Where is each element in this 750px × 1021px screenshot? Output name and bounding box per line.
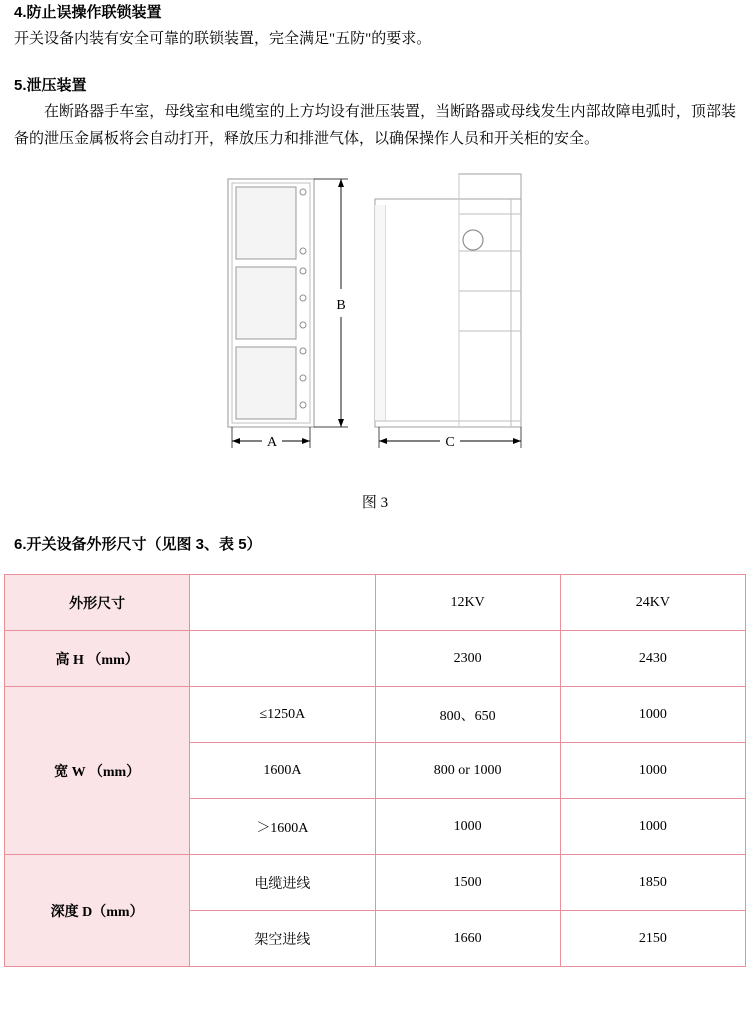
- figure-caption: 图 3: [361, 495, 389, 511]
- row-label: 高 H （mm）: [5, 631, 190, 687]
- dimension-label-a: A: [266, 435, 278, 450]
- row-label: 外形尺寸: [5, 575, 190, 631]
- cell-12kv: 1660: [375, 911, 560, 967]
- cell-12kv: 1000: [375, 799, 560, 855]
- row-sub: ＞1600A: [190, 799, 375, 855]
- dimension-label-c: C: [445, 435, 455, 450]
- cell-24kv: 1000: [560, 743, 745, 799]
- table-row: [5, 855, 746, 911]
- cell-12kv: 2300: [375, 631, 560, 687]
- switchgear-dimension-drawing: [0, 171, 750, 471]
- row-label: 宽 W （mm）: [5, 687, 190, 855]
- cell-12kv: 800、650: [375, 687, 560, 743]
- row-label: 深度 D（mm）: [5, 855, 190, 967]
- cell-12kv: 800 or 1000: [375, 743, 560, 799]
- cell-24kv: 1850: [560, 855, 745, 911]
- figure-3-drawing: [0, 171, 750, 471]
- cell-24kv: 2430: [560, 631, 745, 687]
- table-row: [5, 575, 746, 631]
- cell-24kv: 24KV: [560, 575, 745, 631]
- cell-24kv: 1000: [560, 799, 745, 855]
- dimension-label-b: B: [336, 298, 346, 313]
- dimensions-table: [4, 574, 746, 967]
- cell-12kv: 1500: [375, 855, 560, 911]
- spacer: [0, 53, 750, 73]
- row-sub: 架空进线: [190, 911, 375, 967]
- table-row: [5, 631, 746, 687]
- section-5-body: 在断路器手车室，母线室和电缆室的上方均设有泄压装置，当断路器或母线发生内部故障电弧时，顶部装备的泄压金属板将会自动打开，释放压力和排泄气体，以确保操作人员和开关柜的安全。: [14, 104, 736, 147]
- cell-12kv: 12KV: [375, 575, 560, 631]
- row-sub: ≤1250A: [190, 687, 375, 743]
- dimensions-table-wrap: [4, 574, 746, 967]
- section-4-body: 开关设备内装有安全可靠的联锁装置，完全满足"五防"的要求。: [14, 31, 432, 47]
- row-sub: 1600A: [190, 743, 375, 799]
- cell-24kv: 1000: [560, 687, 745, 743]
- section-5-heading: 5.泄压装置: [14, 77, 87, 94]
- row-sub: 电缆进线: [190, 855, 375, 911]
- row-sub: [190, 631, 375, 687]
- section-6-heading: 6.开关设备外形尺寸（见图 3、表 5）: [14, 536, 262, 553]
- section-4-heading: 4.防止误操作联锁装置: [14, 4, 162, 21]
- table-row: [5, 687, 746, 743]
- spacer: [0, 512, 750, 532]
- row-sub: [190, 575, 375, 631]
- cell-24kv: 2150: [560, 911, 745, 967]
